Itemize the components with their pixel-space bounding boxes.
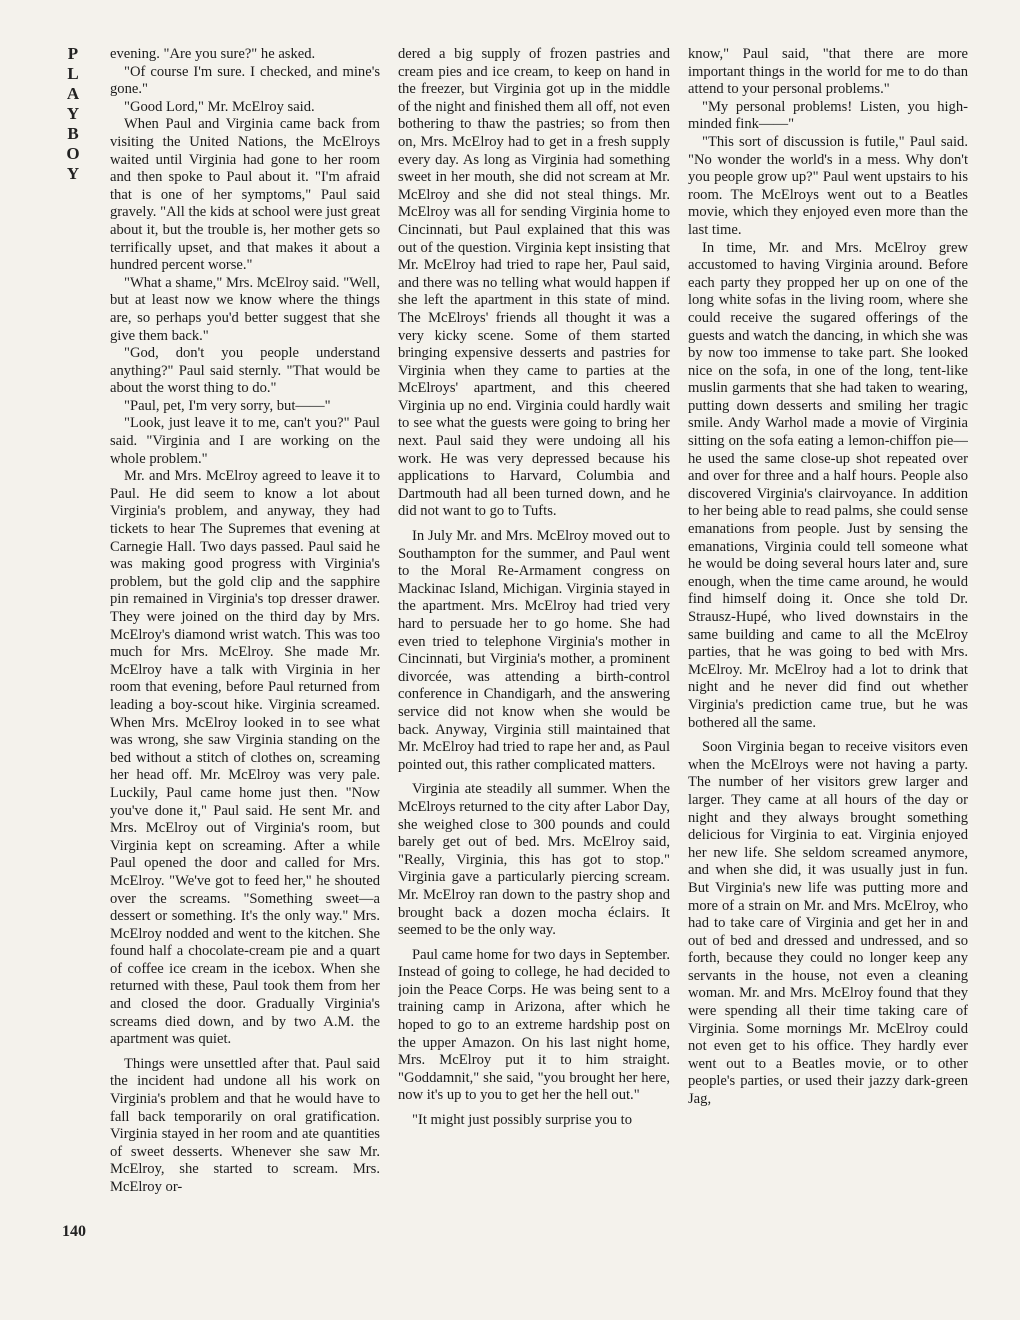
paragraph: "My personal problems! Listen, you high-minded fink——" <box>688 98 968 133</box>
paragraph: When Paul and Virginia came back from visiting the United Nations, the McElroys waited until Virginia had gone to her room and then spoke to Paul about it. "I'm afraid that is one of her symptoms," Paul said gravely. "All the kids at school were just great about it, but the trouble is, her mother gets so terrifically upset, and that makes it about a hundred percent worse." <box>110 116 380 274</box>
paragraph: Paul came home for two days in September. Instead of going to college, he had decided to join the Peace Corps. He was being sent to a training camp in Arizona, after which he hoped to go to an extreme hardship post on the upper Amazon. On his last night home, Mrs. McElroy put it to him straight. "Goddamnit," she said, "you brought her here, now it's up to you to get her the hell out." <box>398 946 670 1104</box>
paragraph: evening. "Are you sure?" he asked. <box>110 46 316 62</box>
text-column-2 <box>398 46 670 1266</box>
running-head <box>62 44 84 184</box>
running-head-letter: B <box>67 124 79 143</box>
paragraph: Virginia ate steadily all summer. When the McElroys returned to the city after Labor Day, she weighed close to 300 pounds and could barely get out of bed. Mrs. McElroy said, "Really, Virginia, this has got to stop." Virginia gave a particularly piercing scream. Mr. McElroy ran down to the pastry shop and brought back a dozen mocha éclairs. It seemed to be the only way. <box>398 781 670 939</box>
paragraph: "This sort of discussion is futile," Paul said. "No wonder the world's in a mess. Why don't you people grow up?" Paul went upstairs to his room. The McElroys went out to a Beatles movie, which they enjoyed even more than the last time. <box>688 133 968 238</box>
text-column-3 <box>688 46 968 1266</box>
page-number: 140 <box>62 1223 86 1240</box>
paragraph: "Of course I'm sure. I checked, and mine's gone." <box>110 63 380 98</box>
paragraph: Soon Virginia began to receive visitors even when the McElroys were not having a party. The number of her visitors grew larger and larger. They came at all hours of the day or night and they always brought something delicious for Virginia to eat. Virginia enjoyed her new life. She seldom screamed anymore, and when she did, it was usually just in fun. But Virginia's new life was putting more and more of a strain on Mr. and Mrs. McElroy, who had to take care of Virginia and get her in and out of bed and dressed and undressed, and so forth, because they could no longer keep any servants in the house, not even a cleaning woman. Mr. and Mrs. McElroy found that they were spending all their time taking care of Virginia. Some mornings Mr. McElroy could not even get to his office. They hardly ever went out to a Beatles movie, or to other people's parties, or used their jazzy dark-green Jag, <box>688 739 968 1108</box>
paragraph: "Good Lord," Mr. McElroy said. <box>124 98 315 115</box>
paragraph: know," Paul said, "that there are more important things in the world for me to do than attend to your personal problems." <box>688 46 968 98</box>
text-column-1 <box>110 46 380 1266</box>
running-head-letter: A <box>66 84 80 103</box>
paragraph: "What a shame," Mrs. McElroy said. "Well, but at least now we know where the things are, so perhaps you'd better suggest that she give them back." <box>110 274 380 344</box>
paragraph: "It might just possibly surprise you to <box>412 1112 633 1129</box>
running-head-letter: O <box>66 144 80 163</box>
paragraph: Mr. and Mrs. McElroy agreed to leave it to Paul. He did seem to know a lot about Virginia's problem, and anyway, they had tickets to hear The Supremes that evening at Carnegie Hall. Two days passed. Paul said he was making good progress with Virginia's problem, but the gold clip and the sapphire pin remained in Virginia's top dresser drawer. They were joined on the third day by Mrs. McElroy's diamond wrist watch. This was too much for Mrs. McElroy. She made Mr. McElroy have a talk with Virginia in her room that evening, before Paul returned from leading a boy-scout hike. Virginia screamed. When Mrs. McElroy looked in to see what was wrong, she saw Virginia standing on the bed without a stitch of clothes on, screaming her head off. Mr. McElroy was very pale. Luckily, Paul came home just then. "Now you've done it," Paul said. He sent Mr. and Mrs. McElroy out of Virginia's room, but Virginia kept on screaming. After a while Paul opened the door and called for Mrs. McElroy. "We've got to feed her," he shouted over the screams. "Something sweet—a dessert or something. It's the only way." Mrs. McElroy nodded and went to the kitchen. She found half a chocolate-cream pie and a quart of coffee ice cream in the icebox. When she returned with these, Paul took them from her and closed the door. Gradually Virginia's screams died down, and by two A.M. the apartment was quiet. <box>110 468 380 1048</box>
running-head-letter: Y <box>66 104 80 123</box>
paragraph: "Look, just leave it to me, can't you?" Paul said. "Virginia and I are working on the whole problem." <box>110 415 380 467</box>
paragraph: "Paul, pet, I'm very sorry, but——" <box>124 397 331 414</box>
running-head-letter: Y <box>66 164 80 183</box>
running-head-letter: P <box>67 44 79 63</box>
running-head-letter: L <box>67 64 79 83</box>
paragraph: dered a big supply of frozen pastries and cream pies and ice cream, to keep on hand in the freezer, but Virginia got up in the middle of the night and finished them all off, not even bothering to thaw the pastries; so from then on, Mrs. McElroy had to get in a fresh supply every day. As long as Virginia had something sweet in her mouth, she did not scream at Mr. McElroy and she did not steal things. Mr. McElroy was all for sending Virginia home to Cincinnati, but Paul explained that this was out of the question. Virginia kept insisting that Mr. McElroy had tried to rape her, Paul said, and there was no telling what would happen if she left the apartment in this state of mind. The McElroys' friends all thought it was a very kicky scene. Some of them started bringing expensive desserts and pastries for Virginia when they came to parties at the McElroys' apartment, and this cheered Virginia up no end. Virginia could hardly wait to see what the guests were going to bring her next. Paul said they were undoing all his work. He was very depressed because his applications to Harvard, Columbia and Dartmouth had all been turned down, and he did not want to go to Tufts. <box>398 46 670 520</box>
paragraph: In time, Mr. and Mrs. McElroy grew accustomed to having Virginia around. Before each party they propped her up on one of the long white sofas in the living room, where she could receive the sugared offerings of the guests and watch the dancing, in which she was by now too immense to take part. She looked nice on the sofa, in one of the long, tent-like muslin garments that she had taken to wearing, putting down desserts and smiling her tragic smile. Andy Warhol made a movie of Virginia sitting on the sofa eating a lemon-chiffon pie—he used the same close-up shot repeated over and over for three and a half hours. People also discovered Virginia's clairvoyance. In addition to her being able to read palms, she could sense emanations from people. Just by sensing the emanations, Virginia could tell someone what he would be doing several hours later and, sure enough, when the time came around, he would find himself doing it. Once she told Dr. Strausz-Hupé, who lived downstairs in the same building and came to all the McElroy parties, that he was going to bed with Mrs. McElroy. Mr. McElroy had a lot to drink that night and he never did find out whether Virginia's prediction came true, but he was bothered all the same. <box>688 239 968 731</box>
paragraph: "God, don't you people understand anything?" Paul said sternly. "That would be about the worst thing to do." <box>110 345 380 397</box>
paragraph: In July Mr. and Mrs. McElroy moved out to Southampton for the summer, and Paul went to the Moral Re-Armament congress on Mackinac Island, Michigan. Virginia stayed in the apartment. Mrs. McElroy had tried very hard to persuade her to go home. She had even tried to telephone Virginia's mother in Cincinnati, but Virginia's mother, a prominent divorcée, was attending a birth-control conference in Chandigarh, and the answering service did not know when she would be back. Anyway, Virginia still maintained that Mr. McElroy had tried to rape her and, as Paul pointed out, this rather complicated matters. <box>398 528 670 773</box>
paragraph: Things were unsettled after that. Paul said the incident had undone all his work on Virginia's problem and that he would have to fall back temporarily on oral gratification. Virginia stayed in her room and ate quantities of sweet desserts. Whenever she saw Mr. McElroy, she started to scream. Mrs. McElroy or- <box>110 1055 380 1195</box>
